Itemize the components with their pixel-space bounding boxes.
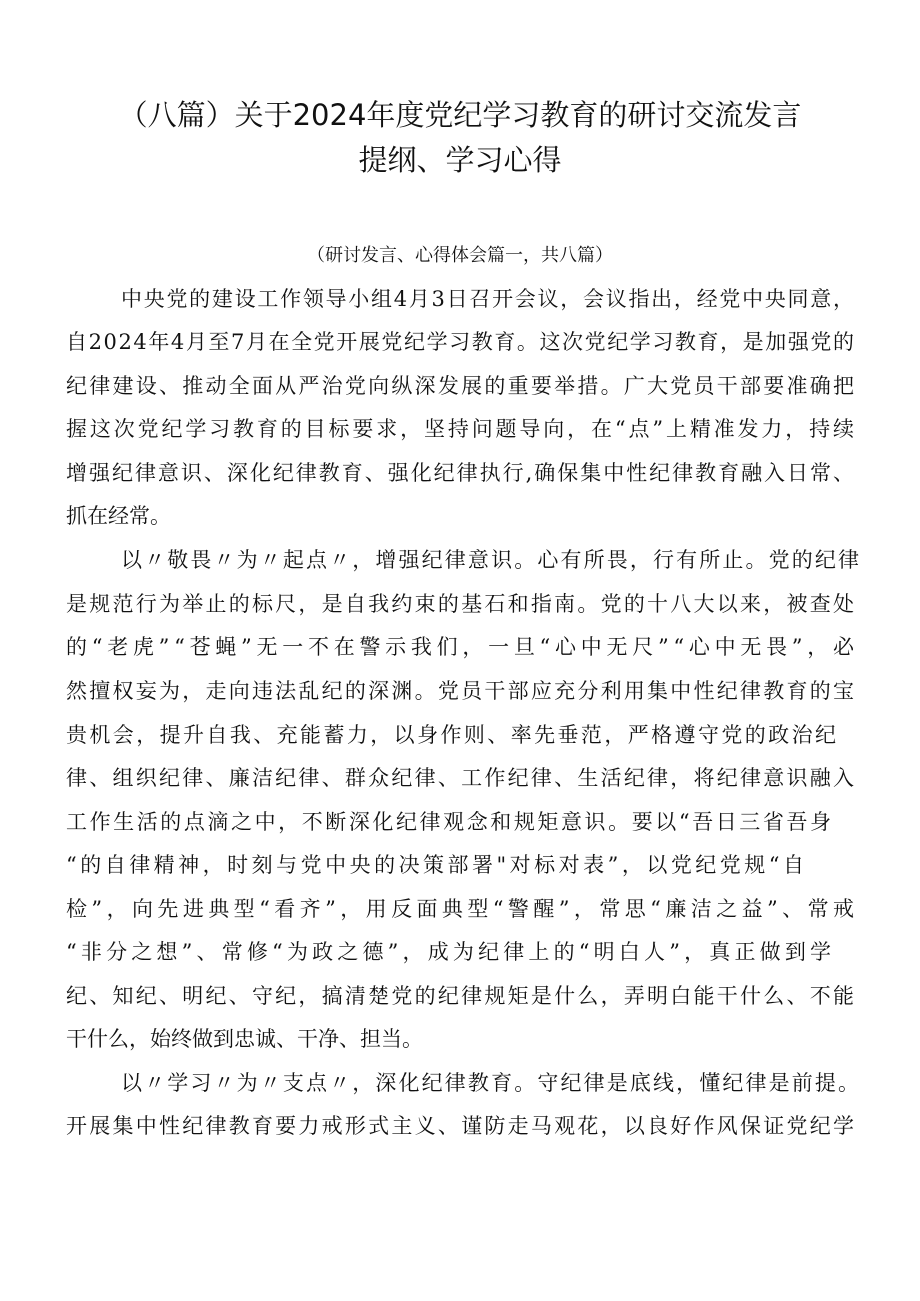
paragraph-2-line: 律、组织纪律、廉洁纪律、群众纪律、工作纪律、生活纪律，将纪律意识融入 (66, 766, 857, 790)
document-subtitle: （研讨发言、心得体会篇一，共八篇） (307, 245, 613, 266)
paragraph-2-line: 以〃敬畏〃为〃起点〃，增强纪律意识。心有所畏，行有所止。党的纪律 (121, 548, 862, 572)
paragraph-2-line: 工作生活的点滴之中，不断深化纪律观念和规矩意识。要以“吾日三省吾身 (66, 810, 834, 834)
paragraph-2-line: 然擅权妄为，走向违法乱纪的深渊。党员干部应充分利用集中性纪律教育的宝 (66, 679, 857, 703)
paragraph-2-line: “非分之想”、常修“为政之德”，成为纪律上的“明白人”，真正做到学 (66, 940, 836, 964)
paragraph-1-line: 纪律建设、推动全面从严治党向纵深发展的重要举措。广大党员干部要准确把 (66, 374, 857, 398)
paragraph-2-line: 纪、知纪、明纪、守纪，搞清楚党的纪律规矩是什么，弄明白能干什么、不能 (66, 984, 857, 1008)
paragraph-3-line: 开展集中性纪律教育要力戒形式主义、谨防走马观花，以良好作风保证党纪学 (66, 1114, 857, 1138)
paragraph-1-line: 自2024年4月至7月在全党开展党纪学习教育。这次党纪学习教育，是加强党的 (66, 330, 856, 354)
document-title-line-1: （八篇）关于2024年度党纪学习教育的研讨交流发言 (118, 98, 802, 132)
paragraph-1-line: 增强纪律意识、深化纪律教育、强化纪律执行,确保集中性纪律教育融入日常、 (66, 461, 856, 485)
paragraph-2-line: 干什么，始终做到忠诚、干净、担当。 (66, 1027, 423, 1051)
paragraph-2-line: 检”，向先进典型“看齐”，用反面典型“警醒”，常思“廉洁之益”、常戒 (66, 897, 859, 921)
paragraph-3-line: 以〃学习〃为〃支点〃，深化纪律教育。守纪律是底线，懂纪律是前提。 (121, 1071, 862, 1095)
paragraph-1-line: 握这次党纪学习教育的目标要求，坚持问题导向，在“点”上精准发力，持续 (66, 417, 857, 441)
paragraph-2-line: 的“老虎”“苍蝇”无一不在警示我们，一旦“心中无尺”“心中无畏”，必 (66, 635, 859, 659)
paragraph-2-line: 是规范行为举止的标尺，是自我约束的基石和指南。党的十八大以来，被查处 (66, 592, 857, 616)
paragraph-2-line: “的自律精神，时刻与党中央的决策部署"对标对表”，以党纪党规“自 (66, 853, 808, 877)
paragraph-1-line: 中央党的建设工作领导小组4月3日召开会议，会议指出，经党中央同意， (121, 287, 856, 311)
paragraph-2-line: 贵机会，提升自我、充能蓄力，以身作则、率先垂范，严格遵守党的政治纪 (66, 723, 839, 747)
paragraph-1-line: 抓在经常。 (66, 504, 171, 528)
document-title-line-2: 提纲、学习心得 (358, 143, 562, 177)
